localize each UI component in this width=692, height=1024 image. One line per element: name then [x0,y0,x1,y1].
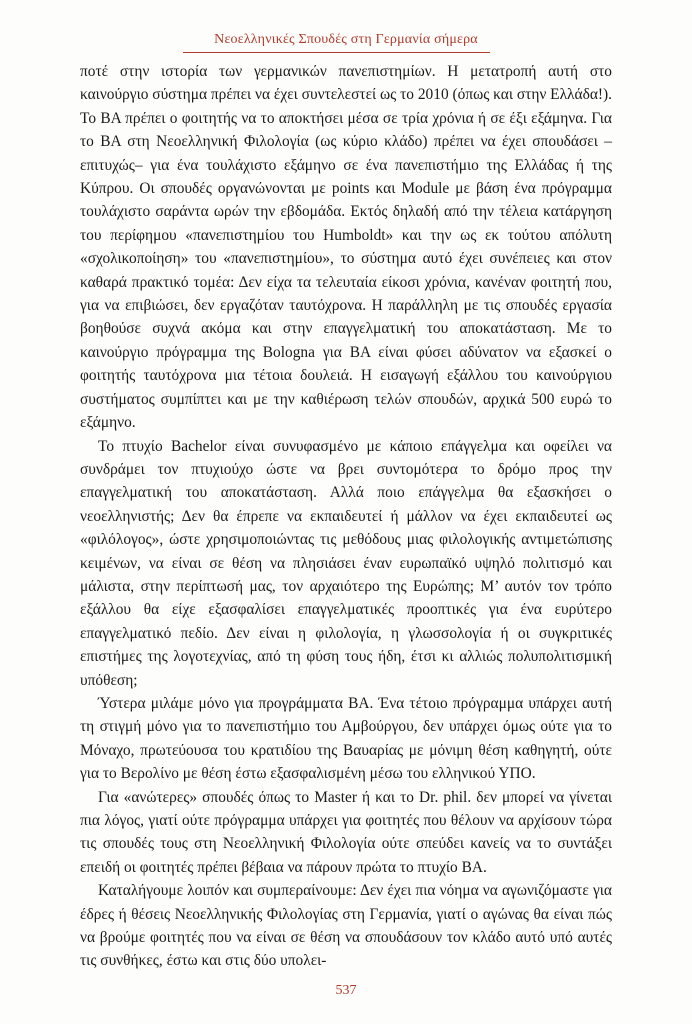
paragraph: Το πτυχίο Bachelor είναι συνυφασμένο με κάποιο επάγγελμα και οφείλει να συνδράμει τον πτυχιούχο ώστε να βρει συντομότερα το δρόμο προς την επαγγελματική του αποκατάσταση. Αλλά ποιο επάγγελμα θα εξασκήσει ο νεοελληνιστής; Δεν θα έπρεπε να εκπαιδευτεί ή μάλλον να έχει εκπαιδευτεί ως «φιλόλογος», ώστε χρησιμοποιώντας τις μεθόδους μιας φιλολογικής αντιμετώπισης κειμένων, να είναι σε θέση να πλησιάσει έναν ευρωπαϊκό υψηλό πολιτισμό και μάλιστα, στην περίπτωσή μας, τον αρχαιότερο της Ευρώπης; Μ’ αυτόν τον τρόπο εξάλλου θα είχε εξασφαλίσει επαγγελματικές προοπτικές για ένα ευρύτερο επαγγελματικό πεδίο. Δεν είναι η φιλολογία, η γλωσσολογία ή οι συγκριτικές επιστήμες της λογοτεχνίας, από τη φύση τους ήδη, έτσι κι αλλιώς πολυπολιτισμική υπόθεση; [80,437,612,689]
body-text [80,60,612,973]
paragraph: Ύστερα μιλάμε μόνο για προγράμματα ΒΑ. Ένα τέτοιο πρόγραμμα υπάρχει αυτή τη στιγμή μόνο για το πανεπιστήμιο του Αμβούργου, δεν υπάρχει όμως ούτε για το Μόναχο, πρωτεύουσα του κρατιδίου της Βαυαρίας με μόνιμη θέση καθηγητή, ούτε για το Βερολίνο με θέση έστω εξασφαλισμένη μέσω του ελληνικού ΥΠΟ. [80,694,612,783]
page-number: 537 [335,983,357,998]
running-header-title: Νεοελληνικές Σπουδές στη Γερμανία σήμερα [214,32,478,47]
running-header [0,30,692,48]
paragraph: Καταλήγουμε λοιπόν και συμπεραίνουμε: Δεν έχει πια νόημα να αγωνιζόμαστε για έδρες ή θέσεις Νεοελληνικής Φιλολογίας στη Γερμανία, γιατί ο αγώνας θα είναι πώς να βρούμε φοιτητές που να είναι σε θέση να σπουδάσουν τον κλάδο αυτό υπό αυτές τις συνθήκες, έστω και στις δύο υπολει- [80,882,612,970]
paragraph: Για «ανώτερες» σπουδές όπως το Master ή και το Dr. phil. δεν μπορεί να γίνεται πια λόγος, γιατί ούτε πρόγραμμα υπάρχει για φοιτητές που θέλουν να αρχίσουν τώρα τις σπουδές τους στη Νεοελληνική Φιλολογία ούτε σπεύδει κανείς να το συντάξει επειδή οι φοιτητές πρέπει βέβαια να πάρουν πρώτα το πτυχίο ΒΑ. [80,788,612,876]
header-rule [183,52,490,53]
paragraph: ποτέ στην ιστορία των γερμανικών πανεπιστημίων. Η μετατροπή αυτή στο καινούργιο σύστημα πρέπει να έχει συντελεστεί ως το 2010 (όπως και στην Ελλάδα!). Το ΒΑ πρέπει ο φοιτητής να το αποκτήσει μέσα σε τρία χρόνια ή σε έξι εξάμηνα. Για το ΒΑ στη Νεοελληνική Φιλολογία (ως κύριο κλάδο) πρέπει να έχει σπουδάσει –επιτυχώς– για ένα τουλάχιστο εξάμηνο σε ένα πανεπιστήμιο της Ελλάδας ή της Κύπρου. Οι σπουδές οργανώνονται με points και Module με βάση ένα πρόγραμμα τουλάχιστο σαράντα ωρών την εβδομάδα. Εκτός δηλαδή από την τέλεια κατάργηση του περίφημου «πανεπιστημίου του Humboldt» και την ως εκ τούτου απόλυτη «σχολικοποίηση» του «πανεπιστημίου», το σύστημα αυτό έχει συνέπειες και στον καθαρά πρακτικό τομέα: Δεν είχα τα τελευταία είκοσι χρόνια, κανέναν φοιτητή που, για να επιβιώσει, δεν εργαζόταν ταυτόχρονα. Η παράλληλη με τις σπουδές εργασία βοηθούσε συχνά ακόμα και στην επαγγελματική του αποκατάσταση. Με το καινούργιο πρόγραμμα της Bologna για ΒΑ είναι φύσει αδύνατον να εξασκεί ο φοιτητής ταυτόχρονα μια τέτοια δουλειά. Η εισαγωγή εξάλλου του καινούργιου συστήματος συμπίπτει και με την καθιέρωση τελών σπουδών, αρχικά 500 ευρώ το εξάμηνο. [80,63,612,432]
